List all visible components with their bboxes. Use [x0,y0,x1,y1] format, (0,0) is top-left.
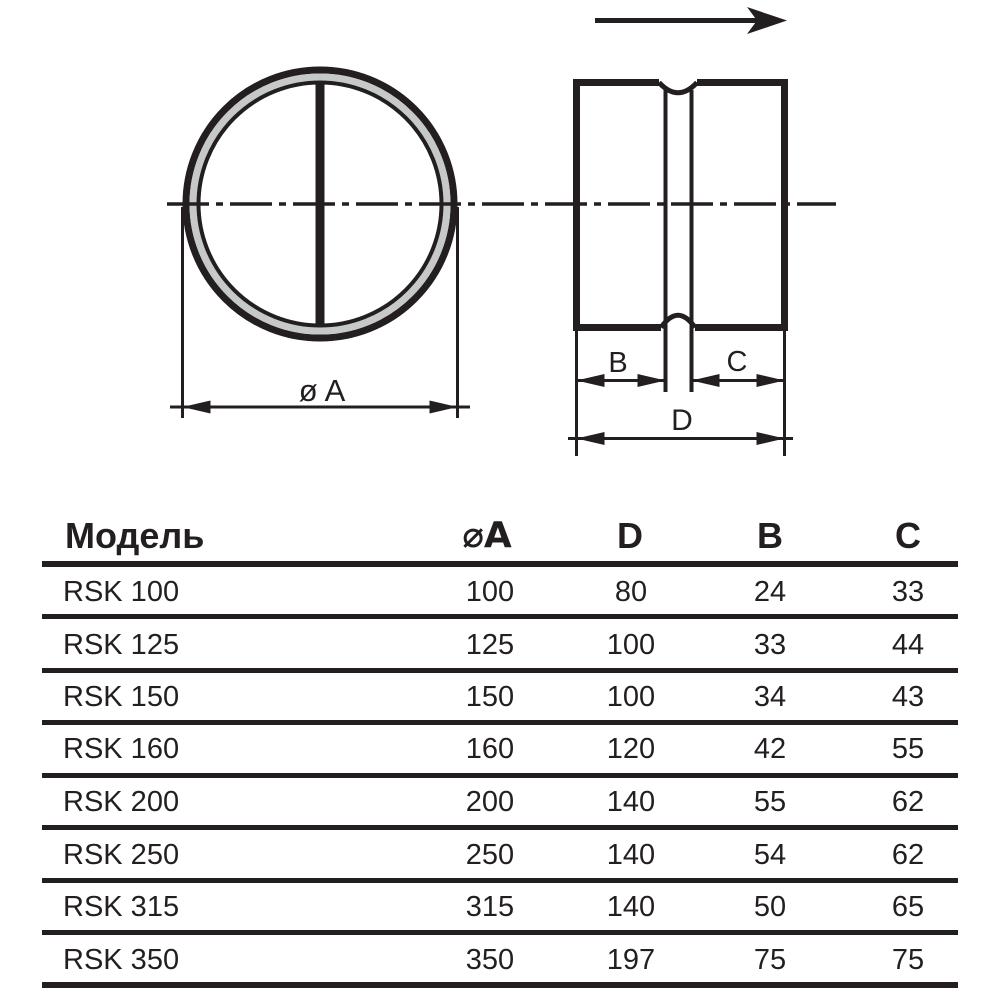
col-header-c: C [895,515,921,556]
a-cell: 125 [465,629,515,661]
flow-direction-arrow-icon [595,7,787,34]
dim-b [577,347,666,387]
c-cell: 44 [891,629,925,661]
d-cell: 197 [606,944,656,976]
a-cell: 100 [465,576,515,608]
c-cell: 75 [891,944,925,976]
b-cell: 55 [753,786,787,818]
d-cell: 140 [606,839,656,871]
model-cell: RSK 125 [63,629,180,661]
dim-d [568,404,793,445]
table-row-rule [42,614,958,619]
dim-a-label: ø A [298,373,346,408]
dim-d-arrow-left [577,432,605,445]
a-cell: 200 [465,786,515,818]
d-cell: 80 [614,576,648,608]
table-row-rule [42,930,958,935]
col-header-model: Модель [65,515,205,556]
dim-c-label: C [726,346,748,378]
table-row-rule [42,825,958,830]
model-cell: RSK 100 [63,576,180,608]
col-header-d: D [617,515,643,556]
dimension-drawing [0,0,1000,470]
dim-b-arrow-left [577,374,605,387]
a-cell: 350 [465,944,515,976]
c-cell: 33 [891,576,925,608]
c-cell: 65 [891,891,925,923]
model-cell: RSK 200 [63,786,180,818]
dim-b-label: B [608,347,628,379]
b-cell: 33 [753,629,787,661]
a-cell: 160 [465,733,515,765]
a-cell: 150 [465,681,515,713]
dim-c-arrow-left [692,374,720,387]
dim-a-arrow-right [430,401,458,414]
col-header-diameter-a: ⌀A [462,515,512,556]
b-cell: 50 [753,891,787,923]
d-cell: 100 [606,681,656,713]
c-cell: 43 [891,681,925,713]
dim-d-arrow-right [757,432,785,445]
d-cell: 140 [606,786,656,818]
col-header-b: B [757,515,783,556]
table-row-rule [42,878,958,883]
dim-a-arrow-left [183,401,211,414]
b-cell: 54 [753,839,787,871]
table-bottom-rule [42,982,958,988]
b-cell: 42 [753,733,787,765]
a-cell: 250 [465,839,515,871]
model-cell: RSK 350 [63,944,180,976]
table-header-rule [42,561,958,567]
c-cell: 62 [891,786,925,818]
b-cell: 75 [753,944,787,976]
model-cell: RSK 160 [63,733,180,765]
table-row-rule [42,720,958,725]
b-cell: 34 [753,681,787,713]
b-cell: 24 [753,576,787,608]
a-cell: 315 [465,891,515,923]
side-view [573,79,788,392]
model-cell: RSK 315 [63,891,180,923]
dim-b-arrow-right [638,374,666,387]
d-cell: 120 [606,733,656,765]
damper-axis-bar [316,82,325,326]
table-row-rule [42,668,958,673]
dim-c-arrow-right [757,374,785,387]
d-cell: 140 [606,891,656,923]
dim-c [692,346,785,387]
c-cell: 62 [891,839,925,871]
d-cell: 100 [606,629,656,661]
dim-d-label: D [671,404,693,437]
table-row-rule [42,773,958,778]
model-cell: RSK 150 [63,681,180,713]
model-cell: RSK 250 [63,839,180,871]
c-cell: 55 [891,733,925,765]
